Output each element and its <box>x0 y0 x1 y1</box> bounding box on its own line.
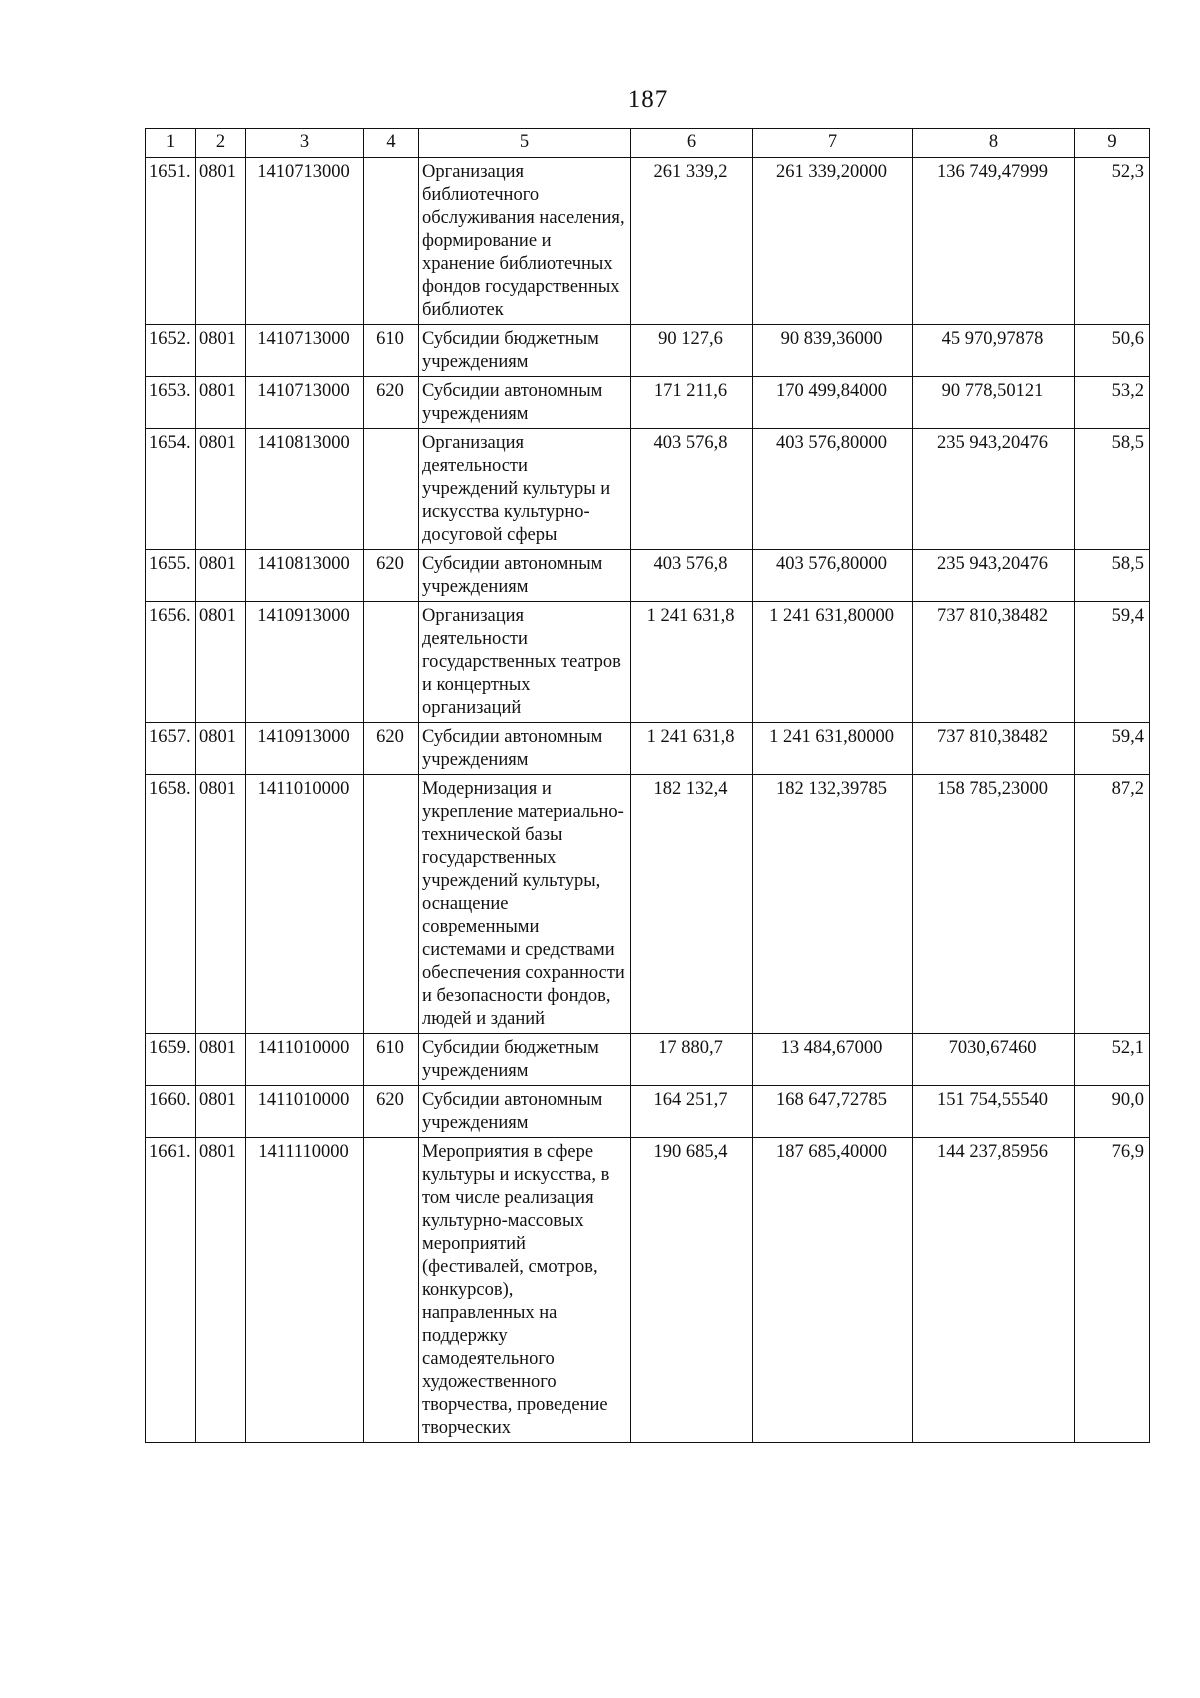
item-name-cell: Организация библиотечного обслуживания населения, формирование и хранение библиотечных фондов государственных библиотек <box>419 158 631 325</box>
planned-amount-cell: 1 241 631,8 <box>631 602 753 723</box>
target-code-cell: 1411110000 <box>246 1138 364 1443</box>
target-code-cell: 1410813000 <box>246 550 364 602</box>
item-name-cell: Организация деятельности учреждений культуры и искусства культурно-досуговой сферы <box>419 429 631 550</box>
executed-amount-cell: 7030,67460 <box>913 1034 1075 1086</box>
executed-amount-cell: 144 237,85956 <box>913 1138 1075 1443</box>
planned-amount-cell: 90 127,6 <box>631 325 753 377</box>
executed-amount-cell: 151 754,55540 <box>913 1086 1075 1138</box>
table-row <box>146 1034 1150 1086</box>
column-header: 1 <box>146 129 196 158</box>
planned-amount-cell: 1 241 631,8 <box>631 723 753 775</box>
planned-amount-cell: 17 880,7 <box>631 1034 753 1086</box>
planned-amount-cell: 182 132,4 <box>631 775 753 1034</box>
column-header: 8 <box>913 129 1075 158</box>
column-header: 7 <box>753 129 913 158</box>
target-code-cell: 1410713000 <box>246 325 364 377</box>
section-code-cell: 0801 <box>196 1138 246 1443</box>
section-code-cell: 0801 <box>196 723 246 775</box>
revised-amount-cell: 13 484,67000 <box>753 1034 913 1086</box>
revised-amount-cell: 187 685,40000 <box>753 1138 913 1443</box>
execution-percent-cell: 90,0 <box>1075 1086 1150 1138</box>
expense-type-code-cell: 610 <box>364 325 419 377</box>
row-number-cell: 1655. <box>146 550 196 602</box>
executed-amount-cell: 737 810,38482 <box>913 723 1075 775</box>
column-header: 5 <box>419 129 631 158</box>
execution-percent-cell: 50,6 <box>1075 325 1150 377</box>
revised-amount-cell: 170 499,84000 <box>753 377 913 429</box>
target-code-cell: 1410813000 <box>246 429 364 550</box>
row-number-cell: 1659. <box>146 1034 196 1086</box>
section-code-cell: 0801 <box>196 377 246 429</box>
table-row <box>146 723 1150 775</box>
execution-percent-cell: 59,4 <box>1075 602 1150 723</box>
execution-percent-cell: 58,5 <box>1075 429 1150 550</box>
row-number-cell: 1652. <box>146 325 196 377</box>
expense-type-code-cell: 610 <box>364 1034 419 1086</box>
execution-percent-cell: 87,2 <box>1075 775 1150 1034</box>
page-number: 187 <box>627 86 669 113</box>
column-header: 3 <box>246 129 364 158</box>
column-header: 6 <box>631 129 753 158</box>
executed-amount-cell: 90 778,50121 <box>913 377 1075 429</box>
execution-percent-cell: 58,5 <box>1075 550 1150 602</box>
executed-amount-cell: 158 785,23000 <box>913 775 1075 1034</box>
target-code-cell: 1411010000 <box>246 1086 364 1138</box>
expense-type-code-cell: 620 <box>364 723 419 775</box>
section-code-cell: 0801 <box>196 550 246 602</box>
expense-type-code-cell <box>364 429 419 550</box>
item-name-cell: Субсидии бюджетным учреждениям <box>419 325 631 377</box>
item-name-cell: Субсидии автономным учреждениям <box>419 377 631 429</box>
row-number-cell: 1654. <box>146 429 196 550</box>
table-row <box>146 775 1150 1034</box>
item-name-cell: Модернизация и укрепление материально-технической базы государственных учреждений культуры, оснащение современными системами и средствами обеспечения сохранности и безопасности фондов, людей и зданий <box>419 775 631 1034</box>
execution-percent-cell: 76,9 <box>1075 1138 1150 1443</box>
revised-amount-cell: 403 576,80000 <box>753 550 913 602</box>
table-row <box>146 429 1150 550</box>
row-number-cell: 1658. <box>146 775 196 1034</box>
planned-amount-cell: 403 576,8 <box>631 429 753 550</box>
header-row <box>146 129 1150 158</box>
executed-amount-cell: 45 970,97878 <box>913 325 1075 377</box>
target-code-cell: 1410713000 <box>246 377 364 429</box>
row-number-cell: 1656. <box>146 602 196 723</box>
expense-type-code-cell <box>364 1138 419 1443</box>
executed-amount-cell: 737 810,38482 <box>913 602 1075 723</box>
item-name-cell: Организация деятельности государственных театров и концертных организаций <box>419 602 631 723</box>
section-code-cell: 0801 <box>196 429 246 550</box>
expense-type-code-cell <box>364 775 419 1034</box>
expense-type-code-cell <box>364 602 419 723</box>
planned-amount-cell: 190 685,4 <box>631 1138 753 1443</box>
section-code-cell: 0801 <box>196 1034 246 1086</box>
target-code-cell: 1411010000 <box>246 775 364 1034</box>
planned-amount-cell: 261 339,2 <box>631 158 753 325</box>
target-code-cell: 1411010000 <box>246 1034 364 1086</box>
revised-amount-cell: 261 339,20000 <box>753 158 913 325</box>
revised-amount-cell: 1 241 631,80000 <box>753 723 913 775</box>
target-code-cell: 1410913000 <box>246 602 364 723</box>
revised-amount-cell: 90 839,36000 <box>753 325 913 377</box>
target-code-cell: 1410913000 <box>246 723 364 775</box>
revised-amount-cell: 182 132,39785 <box>753 775 913 1034</box>
expense-type-code-cell: 620 <box>364 550 419 602</box>
expense-type-code-cell <box>364 158 419 325</box>
revised-amount-cell: 1 241 631,80000 <box>753 602 913 723</box>
execution-percent-cell: 53,2 <box>1075 377 1150 429</box>
executed-amount-cell: 136 749,47999 <box>913 158 1075 325</box>
table-row <box>146 602 1150 723</box>
revised-amount-cell: 168 647,72785 <box>753 1086 913 1138</box>
execution-percent-cell: 52,1 <box>1075 1034 1150 1086</box>
expense-type-code-cell: 620 <box>364 377 419 429</box>
table-row <box>146 377 1150 429</box>
item-name-cell: Субсидии автономным учреждениям <box>419 550 631 602</box>
row-number-cell: 1651. <box>146 158 196 325</box>
column-header: 2 <box>196 129 246 158</box>
section-code-cell: 0801 <box>196 602 246 723</box>
table-row <box>146 550 1150 602</box>
section-code-cell: 0801 <box>196 325 246 377</box>
item-name-cell: Мероприятия в сфере культуры и искусства, в том числе реализация культурно-массовых мероприятий (фестивалей, смотров, конкурсов), направленных на поддержку самодеятельного художественного творчества, проведение творческих <box>419 1138 631 1443</box>
execution-percent-cell: 59,4 <box>1075 723 1150 775</box>
table-row <box>146 1138 1150 1443</box>
item-name-cell: Субсидии автономным учреждениям <box>419 1086 631 1138</box>
section-code-cell: 0801 <box>196 775 246 1034</box>
planned-amount-cell: 171 211,6 <box>631 377 753 429</box>
executed-amount-cell: 235 943,20476 <box>913 550 1075 602</box>
item-name-cell: Субсидии бюджетным учреждениям <box>419 1034 631 1086</box>
table-body <box>146 158 1150 1443</box>
section-code-cell: 0801 <box>196 158 246 325</box>
row-number-cell: 1661. <box>146 1138 196 1443</box>
column-header: 9 <box>1075 129 1150 158</box>
revised-amount-cell: 403 576,80000 <box>753 429 913 550</box>
expense-type-code-cell: 620 <box>364 1086 419 1138</box>
item-name-cell: Субсидии автономным учреждениям <box>419 723 631 775</box>
table-row <box>146 325 1150 377</box>
column-header: 4 <box>364 129 419 158</box>
target-code-cell: 1410713000 <box>246 158 364 325</box>
row-number-cell: 1653. <box>146 377 196 429</box>
row-number-cell: 1660. <box>146 1086 196 1138</box>
execution-percent-cell: 52,3 <box>1075 158 1150 325</box>
budget-table <box>145 128 1150 1443</box>
planned-amount-cell: 164 251,7 <box>631 1086 753 1138</box>
executed-amount-cell: 235 943,20476 <box>913 429 1075 550</box>
section-code-cell: 0801 <box>196 1086 246 1138</box>
row-number-cell: 1657. <box>146 723 196 775</box>
table-row <box>146 1086 1150 1138</box>
planned-amount-cell: 403 576,8 <box>631 550 753 602</box>
table-row <box>146 158 1150 325</box>
